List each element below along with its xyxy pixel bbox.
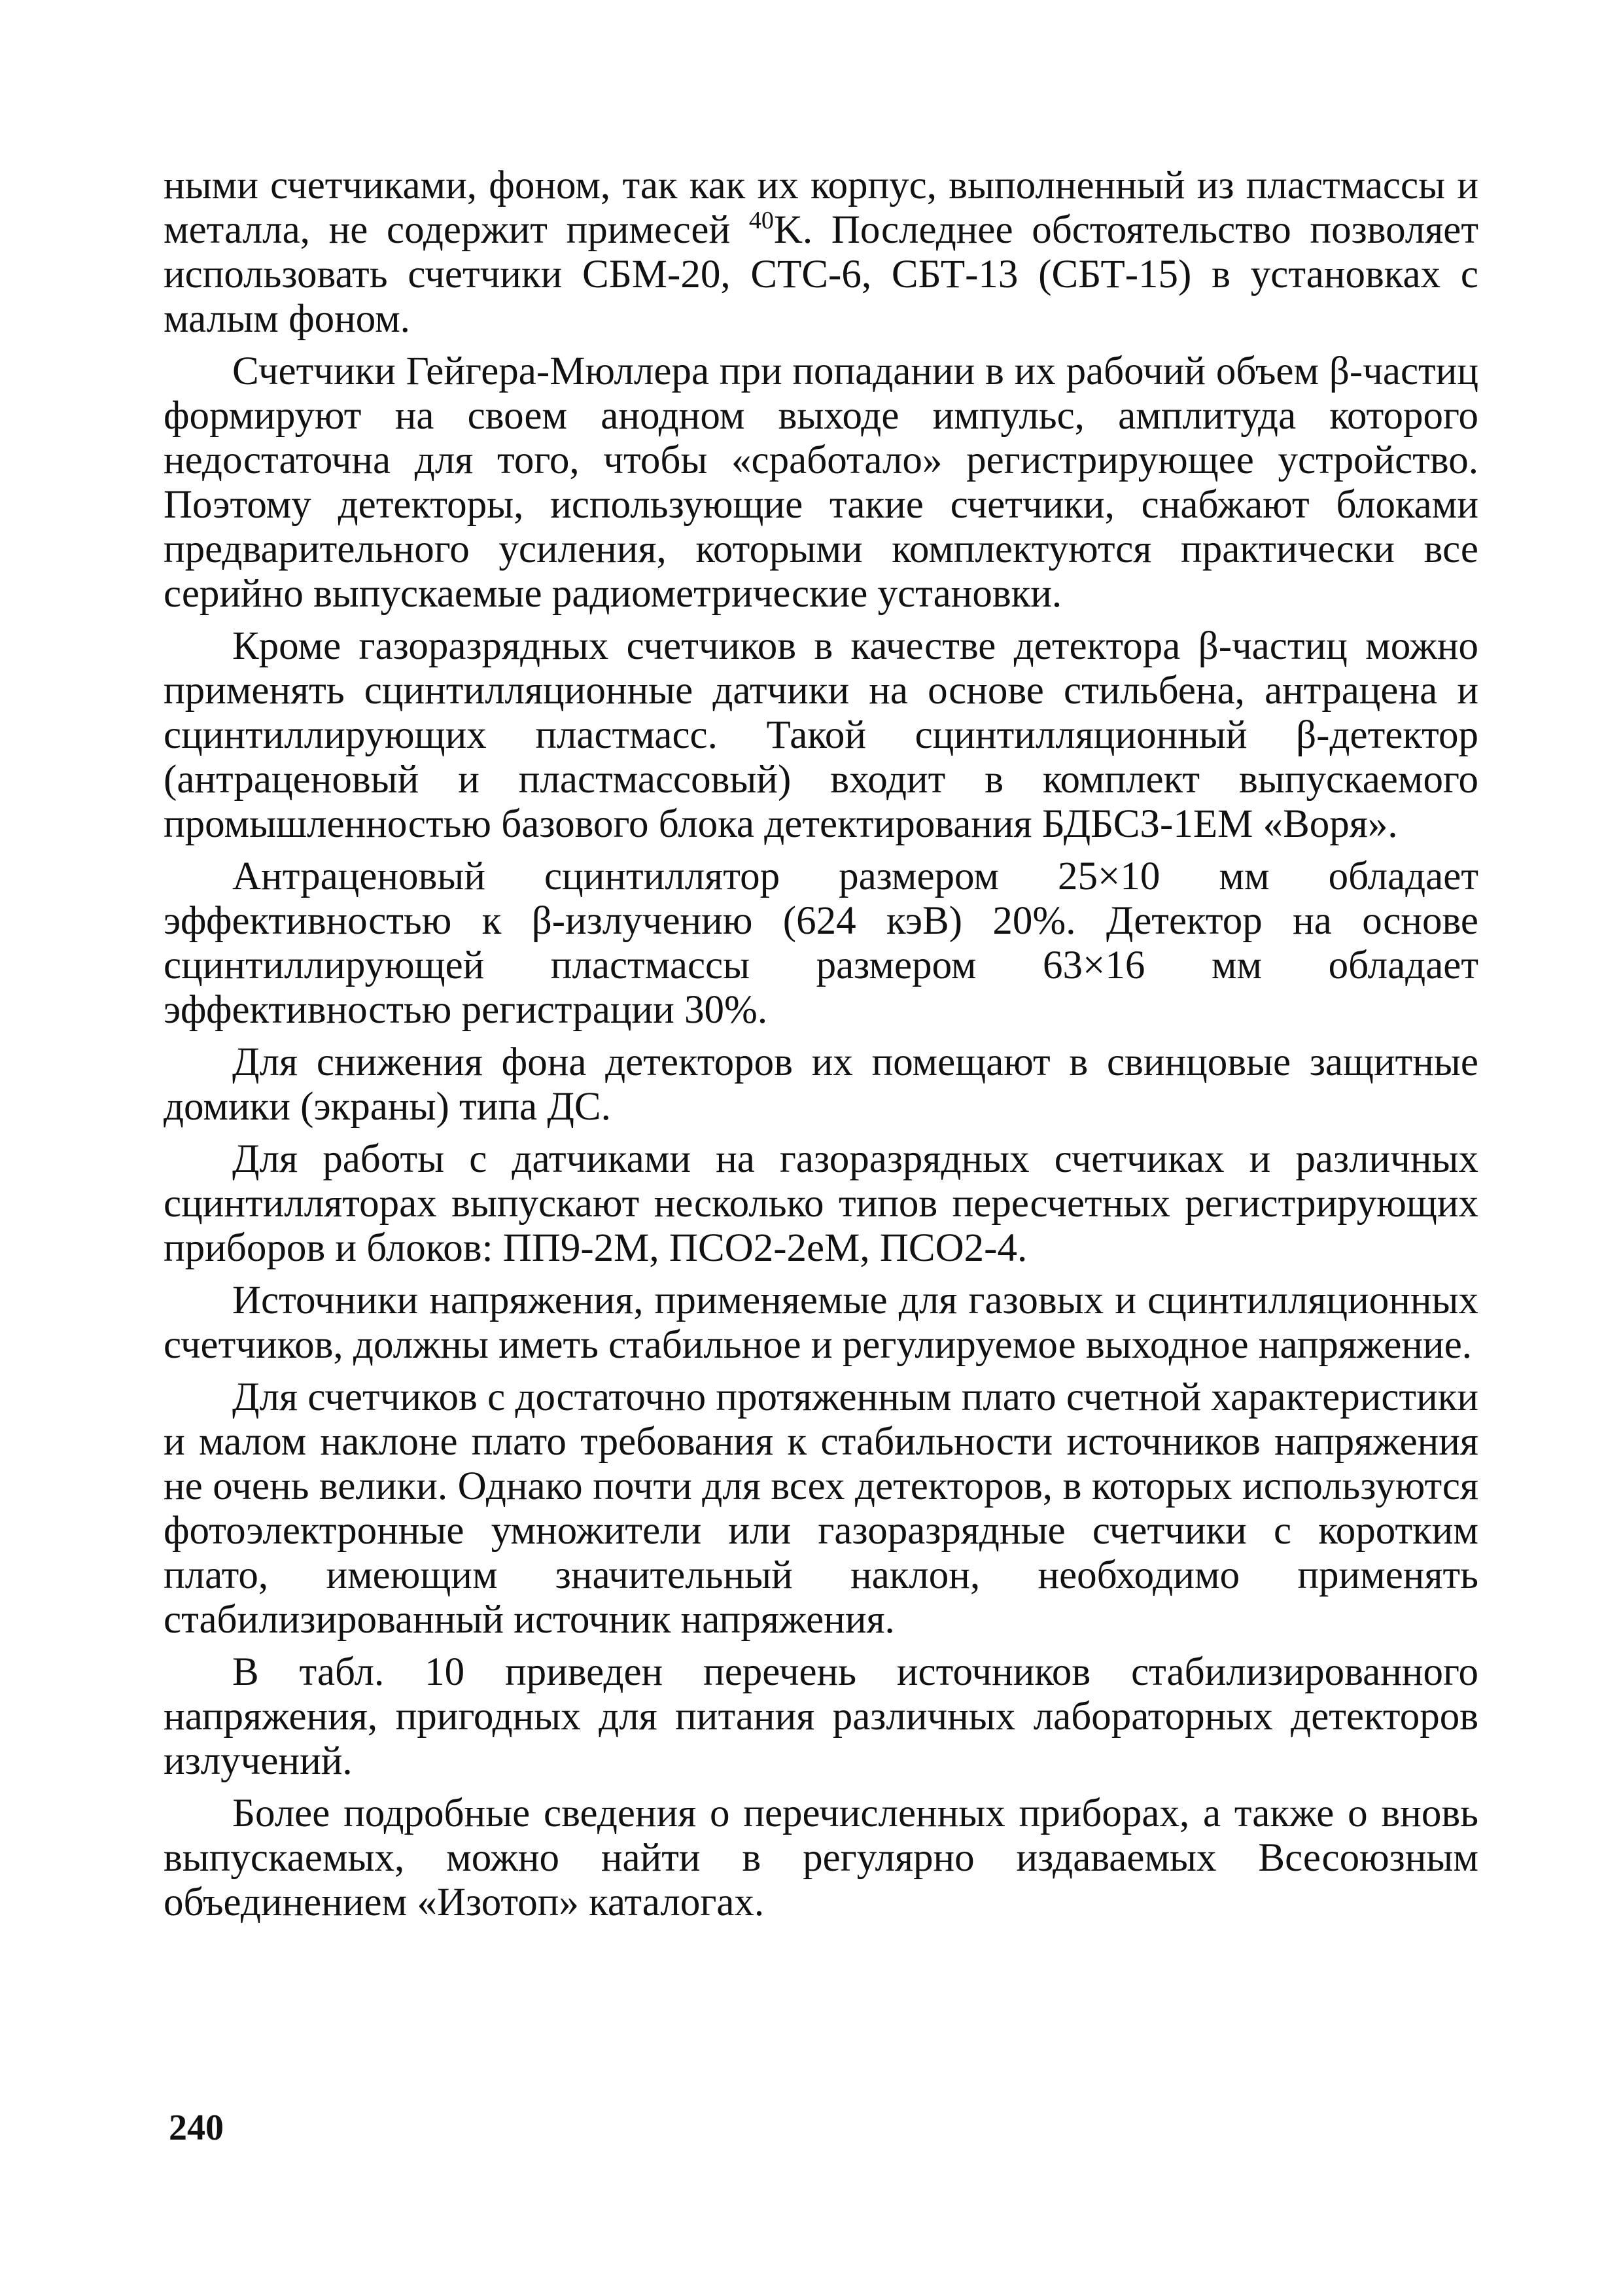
- paragraph-7: Для счетчиков с достаточно протяженным плато счетной характеристики и малом наклоне плато требования к стабильности источников напряжения не очень велики. Однако почти для всех детекторов, в которых используются фотоэлектронные умножители или газоразрядные счетчики с коротким плато, имеющим значительный наклон, необходимо применять стабилизированный источник напряжения.: [164, 1375, 1478, 1642]
- paragraph-5: Для работы с датчиками на газоразрядных счетчиках и различных сцинтилляторах выпускают несколько типов пересчетных регистрирующих приборов и блоков: ПП9-2М, ПСО2-2еМ, ПСО2-4.: [164, 1137, 1478, 1270]
- isotope-superscript: 40: [748, 207, 774, 234]
- page-number: 240: [169, 2108, 224, 2148]
- paragraph-2: Кроме газоразрядных счетчиков в качестве детектора β-частиц можно применять сцинтилляционные датчики на основе стильбена, антрацена и сцинтиллирующих пластмасс. Такой сцинтилляционный β-детектор (антраценовый и пластмассовый) входит в комплект выпускаемого промышленностью базового блока детектирования БДБСЗ-1ЕМ «Воря».: [164, 624, 1478, 846]
- paragraph-3: Антраценовый сцинтиллятор размером 25×10 мм обладает эффективностью к β-излучению (624 кэВ) 20%. Детектор на основе сцинтиллирующей пластмассы размером 63×16 мм обладает эффективностью регистрации 30%.: [164, 855, 1478, 1032]
- paragraph-6: Источники напряжения, применяемые для газовых и сцинтилляционных счетчиков, должны иметь стабильное и регулируемое выходное напряжение.: [164, 1279, 1478, 1367]
- paragraph-8: В табл. 10 приведен перечень источников стабилизированного напряжения, пригодных для питания различных лабораторных детекторов излучений.: [164, 1650, 1478, 1783]
- paragraph-0: [164, 164, 1478, 342]
- paragraph-0-end: K. Последнее обстоятельство позволяет использовать счетчики СБМ-20, СТС-6, СБТ-13 (СБТ-15) в установках с малым фоном.: [164, 208, 1479, 341]
- paragraph-9: Более подробные сведения о перечисленных приборах, а также о вновь выпускаемых, можно найти в регулярно издаваемых Всесоюзным объединением «Изотоп» каталогах.: [164, 1792, 1478, 1924]
- paragraph-4: Для снижения фона детекторов их помещают в свинцовые защитные домики (экраны) типа ДС.: [164, 1040, 1478, 1129]
- page-body: [164, 164, 1478, 1933]
- paragraph-1: Счетчики Гейгера-Мюллера при попадании в их рабочий объем β-частиц формируют на своем анодном выходе импульс, амплитуда которого недостаточна для того, чтобы «сработало» регистрирующее устройство. Поэтому детекторы, использующие такие счетчики, снабжают блоками предварительного усиления, которыми комплектуются практически все серийно выпускаемые радиометрические установки.: [164, 349, 1478, 616]
- paragraph-0-start: ными счетчиками, фоном, так как их корпус, выполненный из пластмассы и металла, не содержит примесей: [164, 164, 1478, 252]
